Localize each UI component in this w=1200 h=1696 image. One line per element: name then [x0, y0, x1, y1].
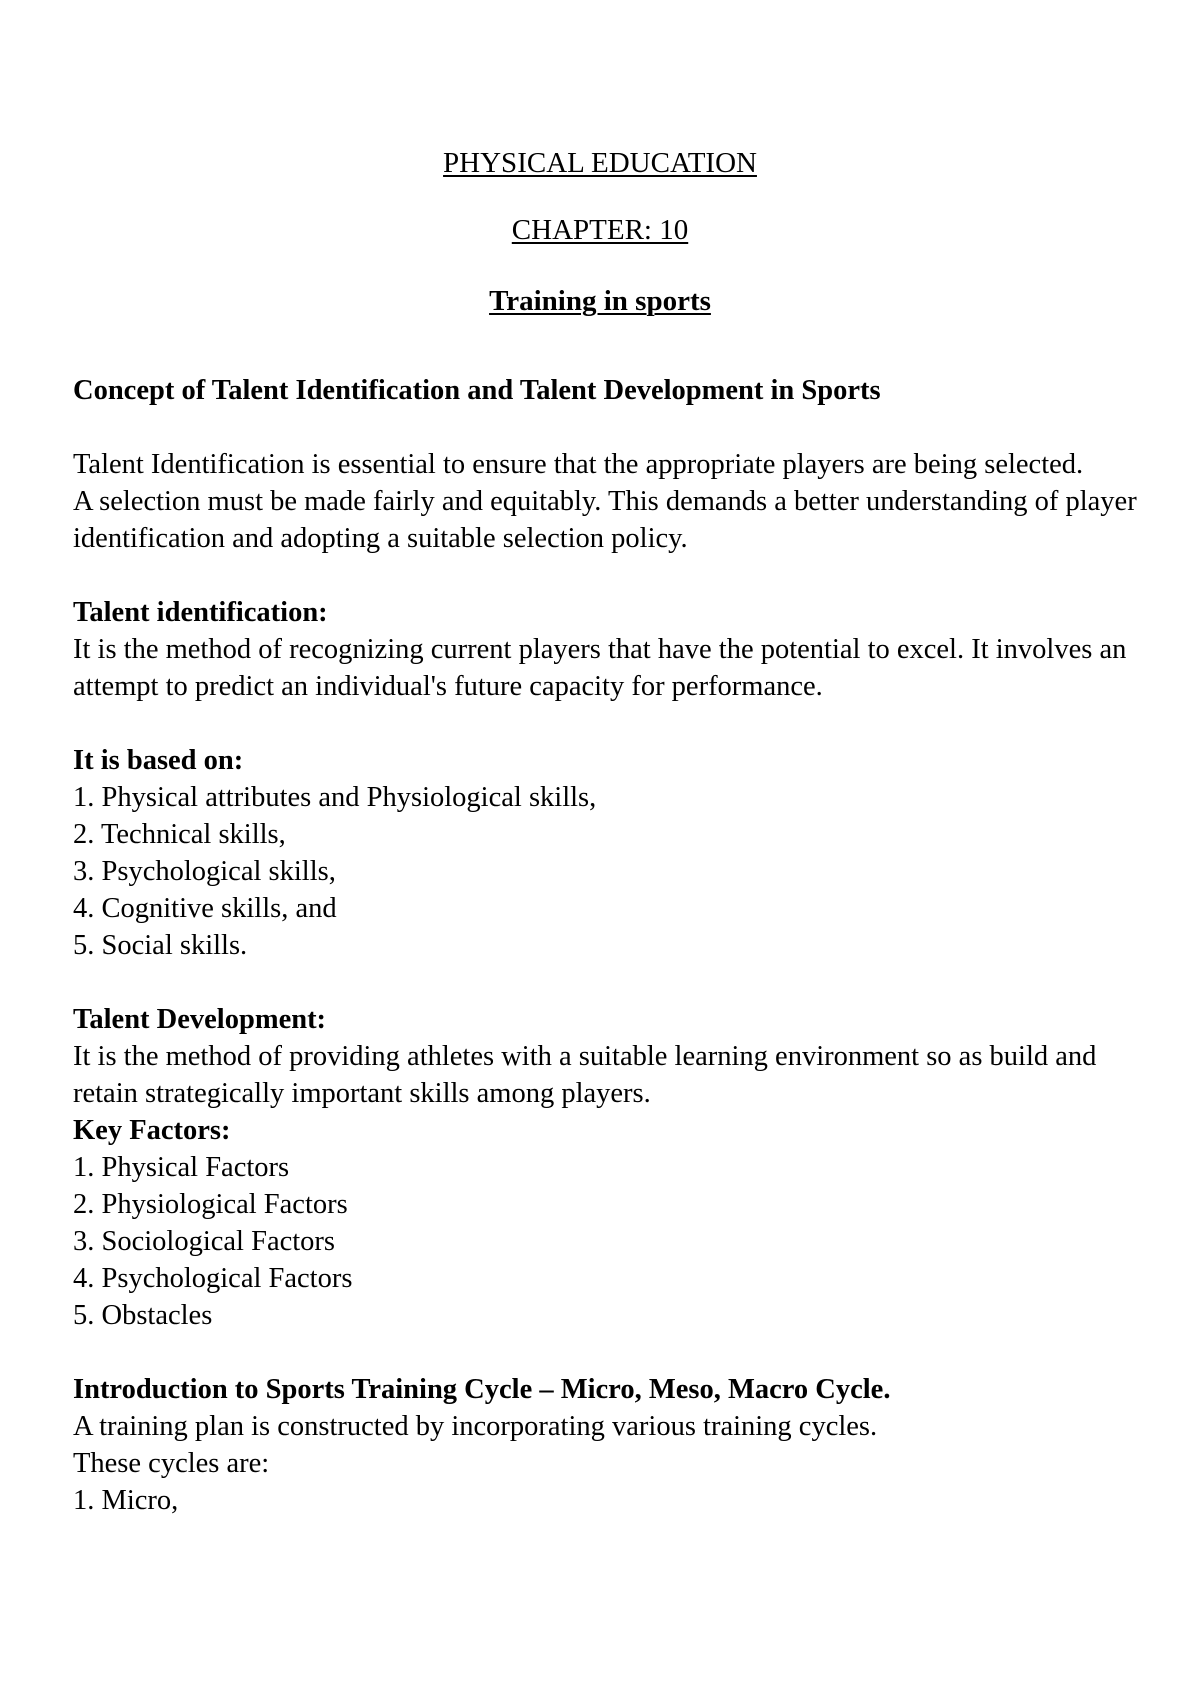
list-item: 4. Psychological Factors [73, 1263, 353, 1294]
spacer [73, 409, 1143, 446]
talent-identification-heading: Talent identification: [73, 597, 328, 628]
key-factors-heading: Key Factors: [73, 1115, 231, 1146]
talent-development-text: It is the method of providing athletes with a suitable learning environment so as build and retain strategically important skills among players. [73, 1041, 1097, 1109]
list-item: 2. Physiological Factors [73, 1189, 348, 1220]
list-item: 1. Micro, [73, 1485, 179, 1516]
based-on-heading: It is based on: [73, 745, 244, 776]
page-title: Training in sports [489, 285, 711, 317]
subject-title: PHYSICAL EDUCATION [443, 147, 757, 179]
talent-identification-text: It is the method of recognizing current players that have the potential to excel. It involves an attempt to predict an individual's future capacity for performance. [73, 634, 1127, 702]
concept-paragraph-1: Talent Identification is essential to ensure that the appropriate players are being selected. [73, 449, 1084, 480]
spacer [73, 557, 1143, 594]
spacer [73, 705, 1143, 742]
spacer [73, 964, 1143, 1001]
talent-development-heading: Talent Development: [73, 1004, 327, 1035]
training-cycle-line-1: A training plan is constructed by incorporating various training cycles. [73, 1411, 878, 1442]
list-item: 4. Cognitive skills, and [73, 893, 337, 924]
training-cycle-heading: Introduction to Sports Training Cycle – Micro, Meso, Macro Cycle. [73, 1374, 891, 1405]
chapter-title: CHAPTER: 10 [511, 214, 689, 246]
list-item: 3. Psychological skills, [73, 856, 336, 887]
list-item: 5. Social skills. [73, 930, 248, 961]
concept-paragraph-2: A selection must be made fairly and equitably. This demands a better understanding of player identification and adopting a suitable selection policy. [73, 486, 1137, 554]
list-item: 1. Physical attributes and Physiological skills, [73, 782, 597, 813]
list-item: 1. Physical Factors [73, 1152, 290, 1183]
list-item: 5. Obstacles [73, 1300, 213, 1331]
document-body [73, 372, 1143, 1519]
list-item: 3. Sociological Factors [73, 1226, 335, 1257]
training-cycle-line-2: These cycles are: [73, 1448, 270, 1479]
concept-heading: Concept of Talent Identification and Talent Development in Sports [73, 375, 881, 406]
spacer [73, 1334, 1143, 1371]
list-item: 2. Technical skills, [73, 819, 286, 850]
